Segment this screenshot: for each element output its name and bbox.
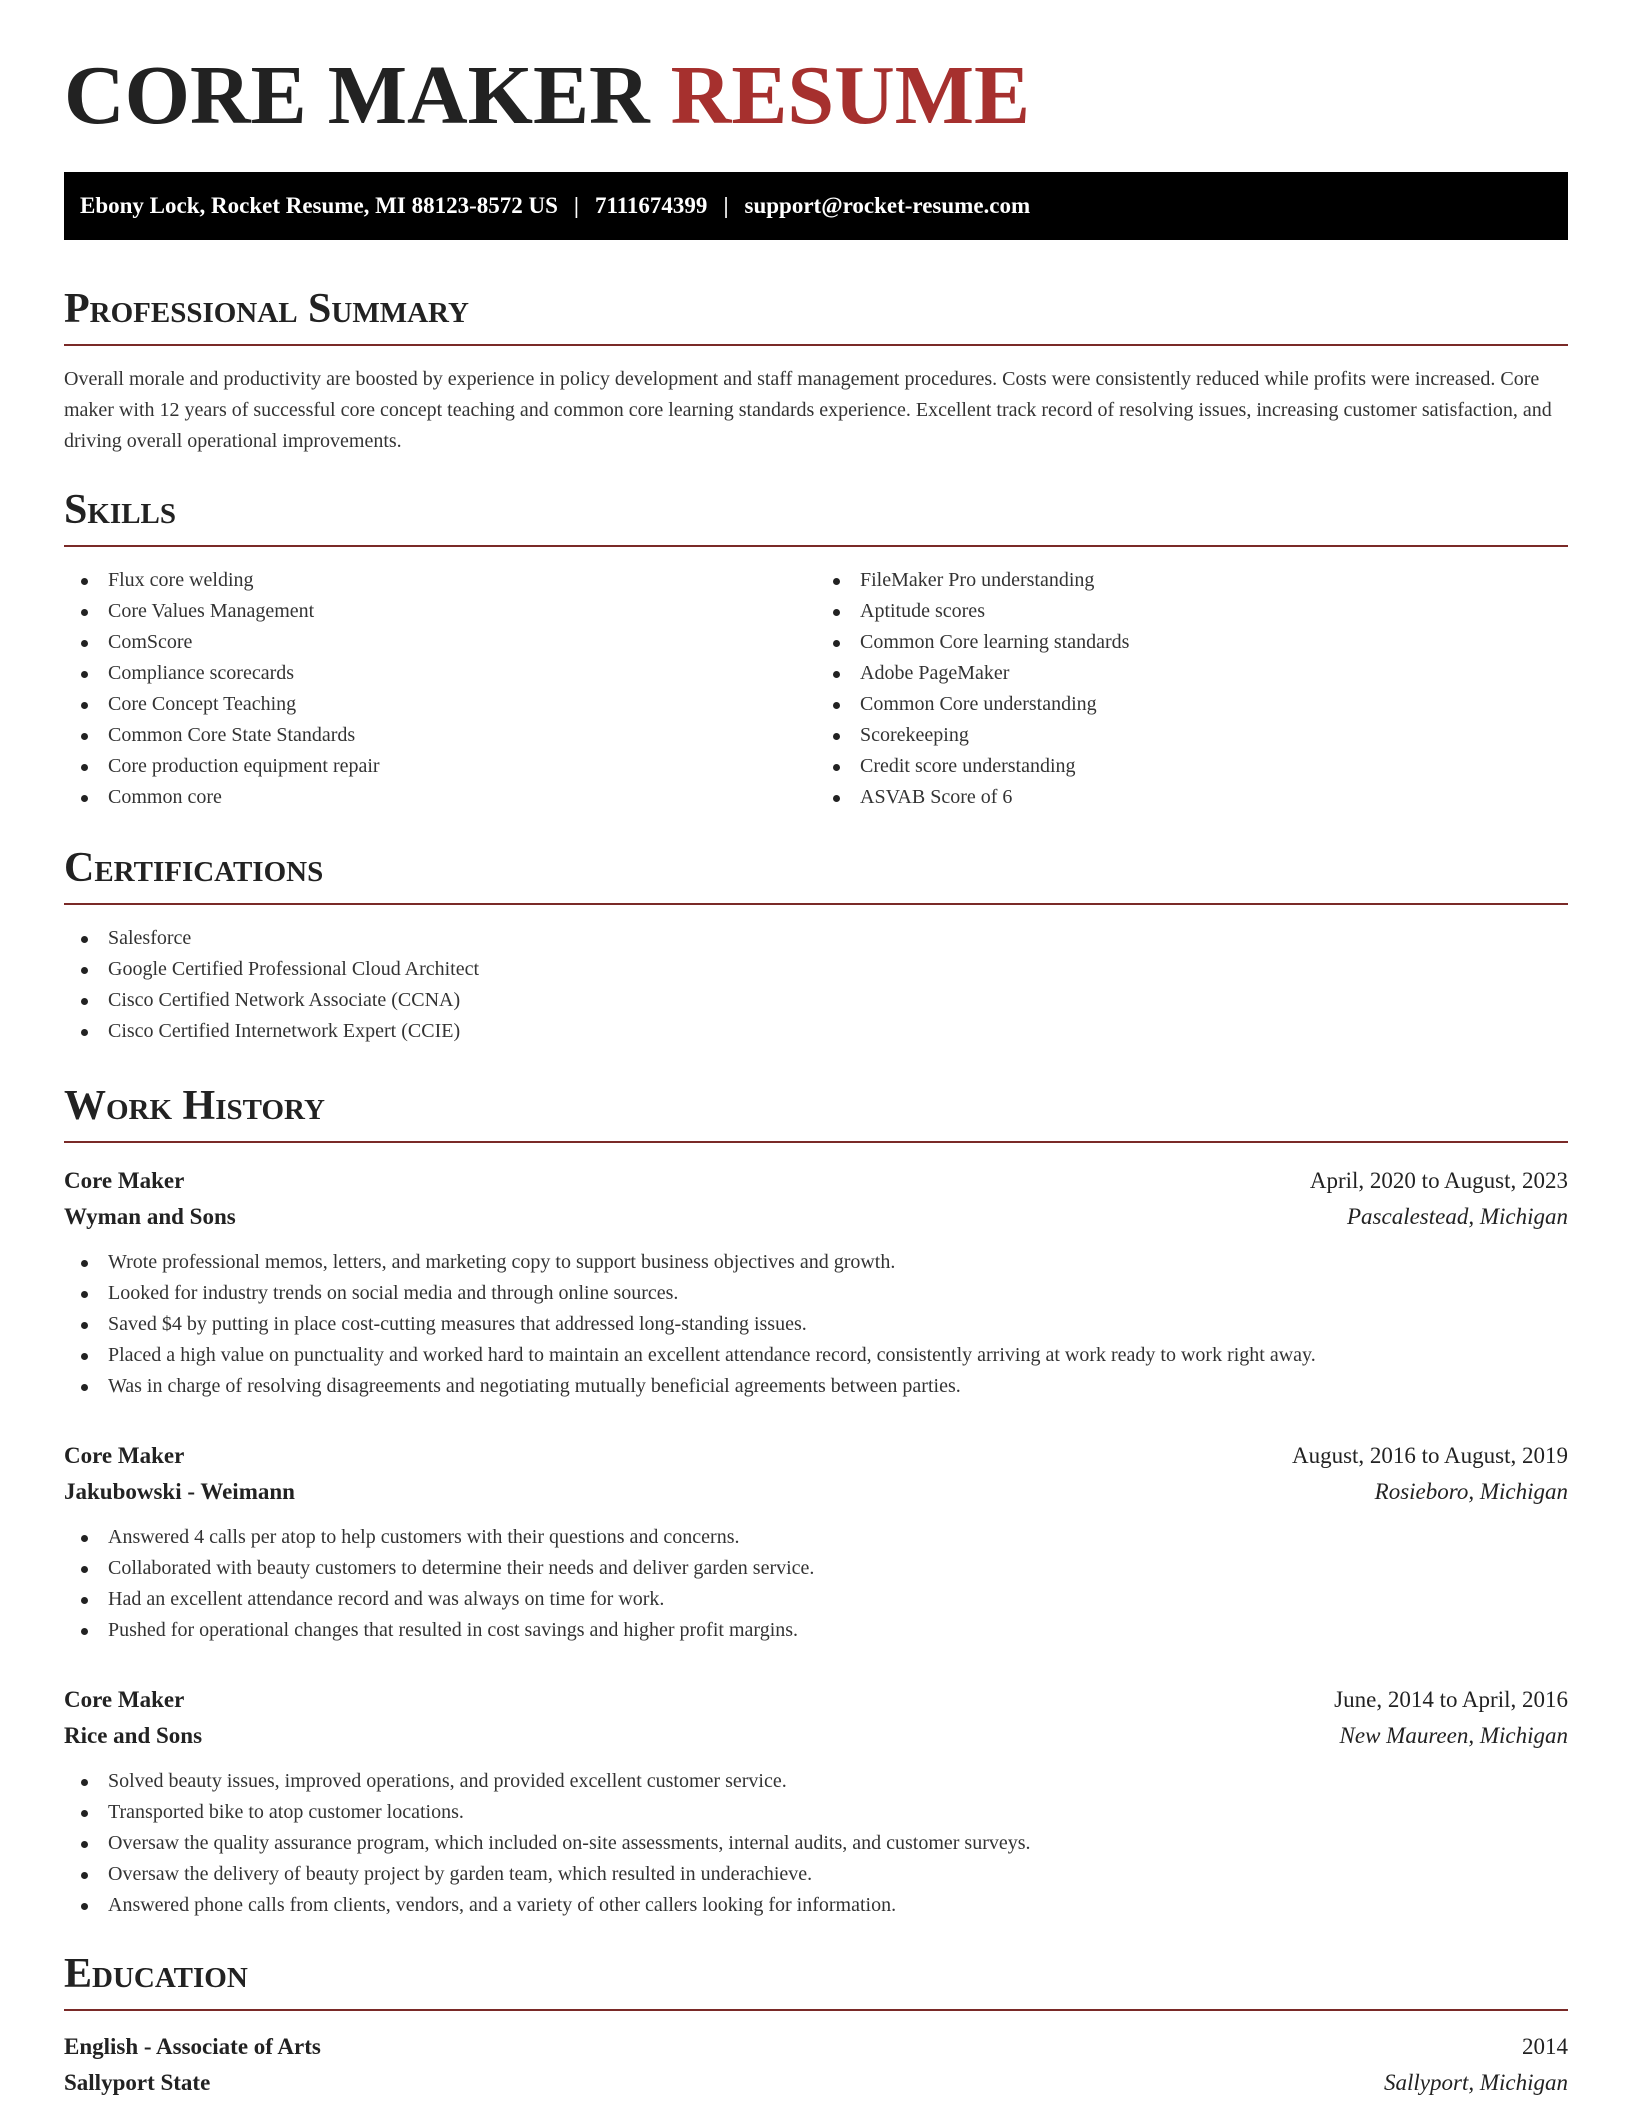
list-item: Scorekeeping bbox=[816, 720, 1568, 751]
list-item: Flux core welding bbox=[64, 565, 816, 596]
job-dates: August, 2016 to August, 2019 bbox=[1291, 1443, 1568, 1468]
list-item: Salesforce bbox=[64, 923, 1568, 954]
certifications-section bbox=[64, 847, 1568, 1047]
list-item: Cisco Certified Internetwork Expert (CCIE) bbox=[64, 1016, 1568, 1047]
job-dates: April, 2020 to August, 2023 bbox=[1309, 1168, 1568, 1193]
list-item: Saved $4 by putting in place cost-cutting measures that addressed long-standing issues. bbox=[64, 1309, 1568, 1340]
certifications-list bbox=[64, 923, 1568, 1047]
section-heading: Certifications bbox=[64, 847, 1568, 905]
skills-section bbox=[64, 489, 1568, 813]
list-item: Common core bbox=[64, 782, 816, 813]
list-item: Looked for industry trends on social media and through online sources. bbox=[64, 1278, 1568, 1309]
list-item: Oversaw the delivery of beauty project by garden team, which resulted in underachieve. bbox=[64, 1859, 1568, 1890]
job-company-row bbox=[64, 1718, 1568, 1754]
skills-column-left bbox=[64, 565, 816, 813]
job-duties-list bbox=[64, 1766, 1568, 1921]
list-item: ComScore bbox=[64, 627, 816, 658]
section-heading: Education bbox=[64, 1953, 1568, 2011]
list-item: Answered 4 calls per atop to help customers with their questions and concerns. bbox=[64, 1522, 1568, 1553]
section-heading: Work History bbox=[64, 1085, 1568, 1143]
job-company: Rice and Sons bbox=[64, 1723, 203, 1748]
education-location: Sallyport, Michigan bbox=[1384, 2070, 1568, 2095]
list-item: Common Core understanding bbox=[816, 689, 1568, 720]
list-item: Aptitude scores bbox=[816, 596, 1568, 627]
list-item: Core Values Management bbox=[64, 596, 816, 627]
contact-phone: 7111674399 bbox=[594, 193, 708, 218]
education-entry bbox=[64, 2029, 1568, 2101]
education-year: 2014 bbox=[1522, 2034, 1568, 2059]
professional-summary-section bbox=[64, 288, 1568, 457]
list-item: Common Core learning standards bbox=[816, 627, 1568, 658]
job-title: Core Maker bbox=[64, 1168, 185, 1193]
job-company-row bbox=[64, 1199, 1568, 1235]
section-heading: Professional Summary bbox=[64, 288, 1568, 346]
list-item: Common Core State Standards bbox=[64, 720, 816, 751]
list-item: Was in charge of resolving disagreements and negotiating mutually beneficial agreements between parties. bbox=[64, 1371, 1568, 1402]
resume-title bbox=[64, 0, 1568, 142]
list-item: Answered phone calls from clients, vendors, and a variety of other callers looking for information. bbox=[64, 1890, 1568, 1921]
skills-grid bbox=[64, 565, 1568, 813]
contact-separator: | bbox=[723, 193, 729, 218]
list-item: ASVAB Score of 6 bbox=[816, 782, 1568, 813]
title-accent: RESUME bbox=[670, 49, 1031, 142]
education-degree-row bbox=[64, 2029, 1568, 2065]
education-school-row bbox=[64, 2065, 1568, 2101]
list-item: Placed a high value on punctuality and worked hard to maintain an excellent attendance record, consistently arriving at work ready to work right away. bbox=[64, 1340, 1568, 1371]
job-company: Wyman and Sons bbox=[64, 1204, 236, 1229]
section-heading: Skills bbox=[64, 489, 1568, 547]
list-item: FileMaker Pro understanding bbox=[816, 565, 1568, 596]
job-duties-list bbox=[64, 1522, 1568, 1646]
list-item: Compliance scorecards bbox=[64, 658, 816, 689]
job-dates: June, 2014 to April, 2016 bbox=[1334, 1687, 1568, 1712]
list-item: Transported bike to atop customer locations. bbox=[64, 1797, 1568, 1828]
list-item: Core production equipment repair bbox=[64, 751, 816, 782]
list-item: Had an excellent attendance record and was always on time for work. bbox=[64, 1584, 1568, 1615]
list-item: Cisco Certified Network Associate (CCNA) bbox=[64, 985, 1568, 1016]
list-item: Credit score understanding bbox=[816, 751, 1568, 782]
job-entry bbox=[64, 1438, 1568, 1646]
education-degree: English - Associate of Arts bbox=[64, 2034, 321, 2059]
list-item: Oversaw the quality assurance program, which included on-site assessments, internal audits, and customer surveys. bbox=[64, 1828, 1568, 1859]
job-duties-list bbox=[64, 1247, 1568, 1402]
contact-email: support@rocket-resume.com bbox=[744, 193, 1031, 218]
contact-address: Ebony Lock, Rocket Resume, MI 88123-8572 US bbox=[80, 193, 558, 218]
job-company: Jakubowski - Weimann bbox=[64, 1479, 295, 1504]
job-header-row bbox=[64, 1438, 1568, 1474]
job-company-row bbox=[64, 1474, 1568, 1510]
list-item: Google Certified Professional Cloud Architect bbox=[64, 954, 1568, 985]
list-item: Adobe PageMaker bbox=[816, 658, 1568, 689]
job-location: Rosieboro, Michigan bbox=[1374, 1479, 1568, 1504]
skills-list-left bbox=[64, 565, 816, 813]
skills-list-right bbox=[816, 565, 1568, 813]
job-header-row bbox=[64, 1163, 1568, 1199]
job-entry bbox=[64, 1163, 1568, 1402]
job-location: New Maureen, Michigan bbox=[1339, 1723, 1568, 1748]
job-title: Core Maker bbox=[64, 1443, 185, 1468]
work-history-section bbox=[64, 1085, 1568, 1921]
job-location: Pascalestead, Michigan bbox=[1346, 1204, 1568, 1229]
list-item: Core Concept Teaching bbox=[64, 689, 816, 720]
contact-separator: | bbox=[573, 193, 579, 218]
list-item: Wrote professional memos, letters, and marketing copy to support business objectives and growth. bbox=[64, 1247, 1568, 1278]
education-school: Sallyport State bbox=[64, 2070, 211, 2095]
title-main: CORE MAKER bbox=[64, 49, 650, 142]
job-header-row bbox=[64, 1682, 1568, 1718]
list-item: Solved beauty issues, improved operations, and provided excellent customer service. bbox=[64, 1766, 1568, 1797]
education-section bbox=[64, 1953, 1568, 2101]
list-item: Pushed for operational changes that resulted in cost savings and higher profit margins. bbox=[64, 1615, 1568, 1646]
job-entry bbox=[64, 1682, 1568, 1921]
list-item: Collaborated with beauty customers to determine their needs and deliver garden service. bbox=[64, 1553, 1568, 1584]
summary-text: Overall morale and productivity are boosted by experience in policy development and staff management procedures. Costs were consistently reduced while profits were increased. Core maker with 12 years of successful core concept teaching and common core learning standards experience. Excellent track record of resolving issues, increasing customer satisfaction, and driving overall operational improvements. bbox=[64, 368, 1552, 452]
contact-bar bbox=[64, 172, 1568, 240]
skills-column-right bbox=[816, 565, 1568, 813]
job-title: Core Maker bbox=[64, 1687, 185, 1712]
